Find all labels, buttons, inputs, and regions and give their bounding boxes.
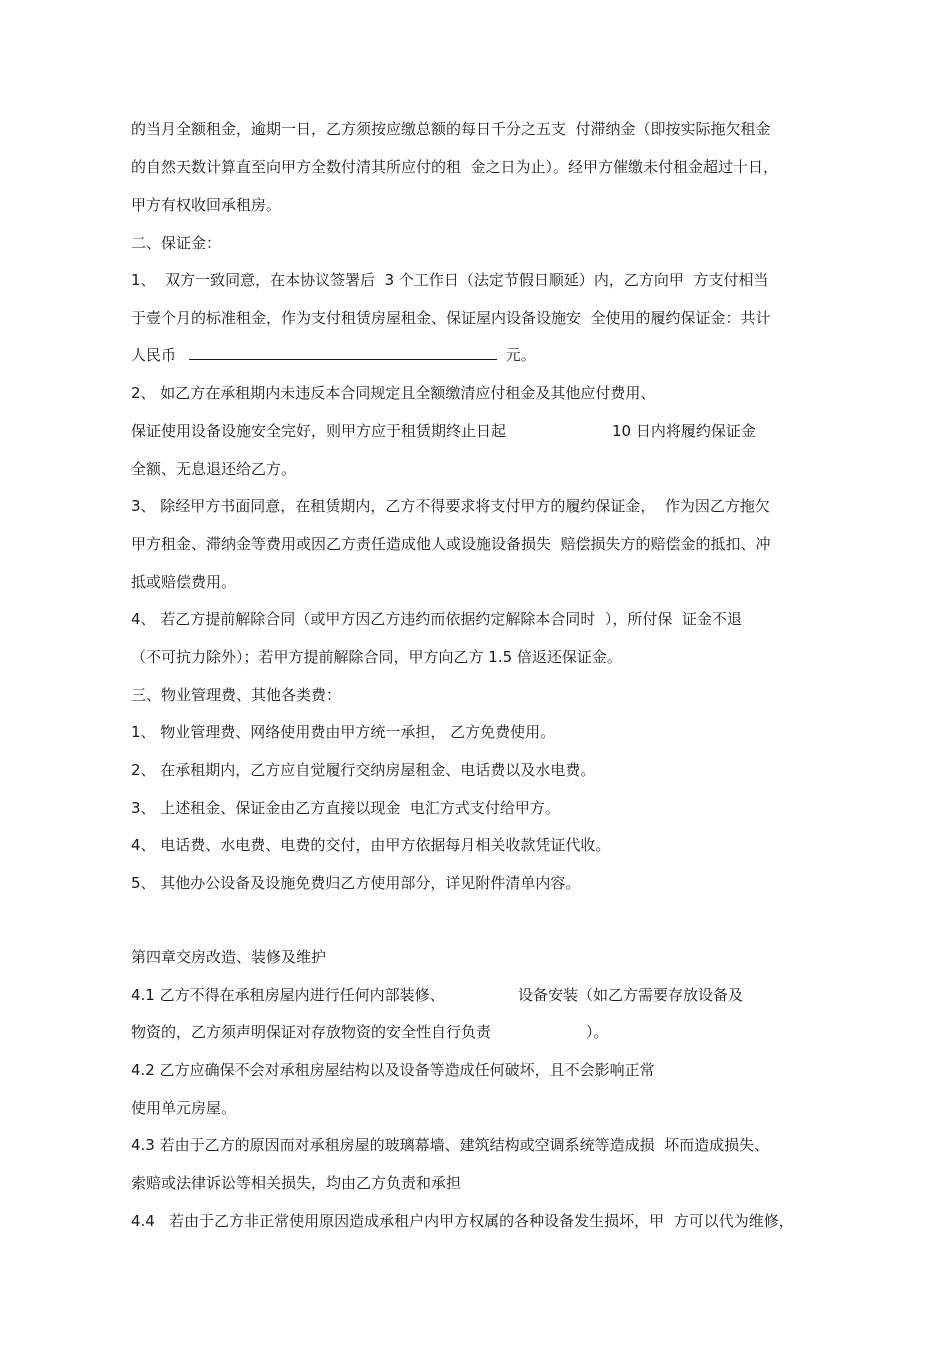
text-line-9 (131, 421, 781, 441)
text-line-26: 使用单元房屋。 (131, 1099, 237, 1117)
text-line-28: 索赔或法律诉讼等相关损失，均由乙方负责和承担 (131, 1174, 462, 1192)
text-line-5: 1、 双方一致同意，在本协议签署后 3 个工作日（法定节假日顺延）内，乙方向甲 方支付相当 (131, 271, 769, 289)
text-line-10: 全额、无息退还给乙方。 (131, 460, 297, 478)
chapter-heading: 第四章交房改造、装修及维护 (131, 948, 327, 966)
amount-blank (189, 345, 497, 365)
text-line-23-part-1: 4.1 乙方不得在承租房屋内进行任何内部装修、 (131, 986, 445, 1004)
text-line-27: 4.3 若由于乙方的原因而对承租房屋的玻璃幕墙、建筑结构或空调系统等造成损 坏而造成损失、 (131, 1136, 770, 1154)
text-line-14: 4、 若乙方提前解除合同（或甲方因乙方违约而依据约定解除本合同时 ），所付保 证金不退 (131, 610, 742, 628)
text-line-1: 的当月全额租金，逾期一日，乙方须按应缴总额的每日千分之五支 付滞纳金（即按实际拖欠租金 (131, 120, 771, 138)
amount-prefix: 人民币 (131, 346, 181, 364)
text-line-24-part-2: ）。 (586, 1023, 609, 1041)
text-line-24 (131, 1022, 651, 1042)
text-line-13: 抵或赔偿费用。 (131, 573, 237, 591)
section-heading-deposit: 二、保证金： (131, 234, 222, 252)
text-line-29: 4.4 若由于乙方非正常使用原因造成承租户内甲方权属的各种设备发生损坏，甲 方可以代为维修， (131, 1212, 794, 1230)
text-line-11: 3、 除经甲方书面同意，在租赁期内，乙方不得要求将支付甲方的履约保证金， 作为因乙方拖欠 (131, 497, 770, 515)
text-line-6: 于壹个月的标准租金，作为支付租赁房屋租金、保证屋内设备设施安 全使用的履约保证金：共计 (131, 309, 771, 327)
text-line-25: 4.2 乙方应确保不会对承租房屋结构以及设备等造成任何破坏，且不会影响正常 (131, 1061, 655, 1079)
text-line-21: 5、 其他办公设备及设施免费归乙方使用部分，详见附件清单内容。 (131, 874, 581, 892)
text-line-3: 甲方有权收回承租房。 (131, 196, 282, 214)
text-line-8: 2、 如乙方在承租期内未违反本合同规定且全额缴清应付租金及其他应付费用、 (131, 384, 656, 402)
text-line-24-part-1: 物资的，乙方须声明保证对存放物资的安全性自行负责 (131, 1023, 492, 1041)
text-line-23 (131, 985, 781, 1005)
text-line-20: 4、 电话费、水电费、电费的交付，由甲方依据每月相关收款凭证代收。 (131, 836, 611, 854)
text-line-2: 的自然天数计算直至向甲方全数付清其所应付的租 金之日为止）。经甲方催缴未付租金超过十日， (131, 158, 779, 176)
text-line-12: 甲方租金、滞纳金等费用或因乙方责任造成他人或设施设备损失 赔偿损失方的赔偿金的抵扣、冲 (131, 535, 771, 553)
text-line-23-part-2: 设备安装（如乙方需要存放设备及 (518, 986, 744, 1004)
amount-line (131, 345, 551, 365)
section-heading-fees: 三、物业管理费、其他各类费： (131, 686, 342, 704)
amount-suffix: 元。 (501, 346, 536, 364)
text-line-19: 3、 上述租金、保证金由乙方直接以现金 电汇方式支付给甲方。 (131, 799, 560, 817)
text-line-9-part-2: 10 日内将履约保证金 (612, 422, 756, 440)
text-line-18: 2、 在承租期内，乙方应自觉履行交纳房屋租金、电话费以及水电费。 (131, 761, 596, 779)
text-line-17: 1、 物业管理费、网络使用费由甲方统一承担， 乙方免费使用。 (131, 723, 556, 741)
text-line-9-part-1: 保证使用设备设施安全完好，则甲方应于租赁期终止日起 (131, 422, 507, 440)
text-line-15: （不可抗力除外）；若甲方提前解除合同，甲方向乙方 1.5 倍返还保证金。 (131, 648, 622, 666)
